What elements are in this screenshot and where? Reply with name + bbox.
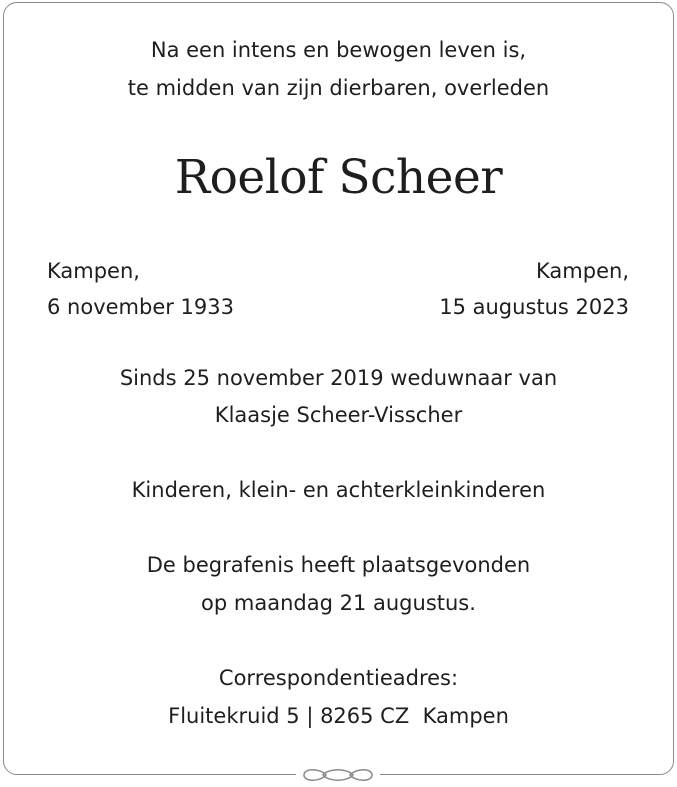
- death-block: [439, 253, 629, 325]
- funeral-line-1: De begrafenis heeft plaatsgevonden: [146, 553, 531, 577]
- funeral-line-2: op maandag 21 augustus.: [201, 591, 476, 615]
- widower-line-1: Sinds 25 november 2019 weduwnaar van: [119, 366, 558, 390]
- death-place: Kampen,: [536, 259, 629, 283]
- intro-line-1: Na een intens en bewogen leven is,: [150, 38, 527, 62]
- widower-line-2: Klaasje Scheer-Visscher: [214, 403, 463, 427]
- deceased-name: Roelof Scheer: [174, 150, 503, 205]
- correspondence-label: Correspondentieadres:: [218, 666, 459, 690]
- birth-date: 6 november 1933: [47, 295, 235, 319]
- family-line: Kinderen, klein- en achterkleinkinderen: [131, 478, 546, 502]
- birth-place: Kampen,: [47, 259, 140, 283]
- intro-line-2: te midden van zijn dierbaren, overleden: [127, 76, 550, 100]
- birth-block: [47, 253, 234, 325]
- correspondence-address: Fluitekruid 5 | 8265 CZ Kampen: [168, 704, 509, 728]
- death-date: 15 augustus 2023: [439, 295, 629, 319]
- triple-loop-ornament-icon: [296, 763, 380, 787]
